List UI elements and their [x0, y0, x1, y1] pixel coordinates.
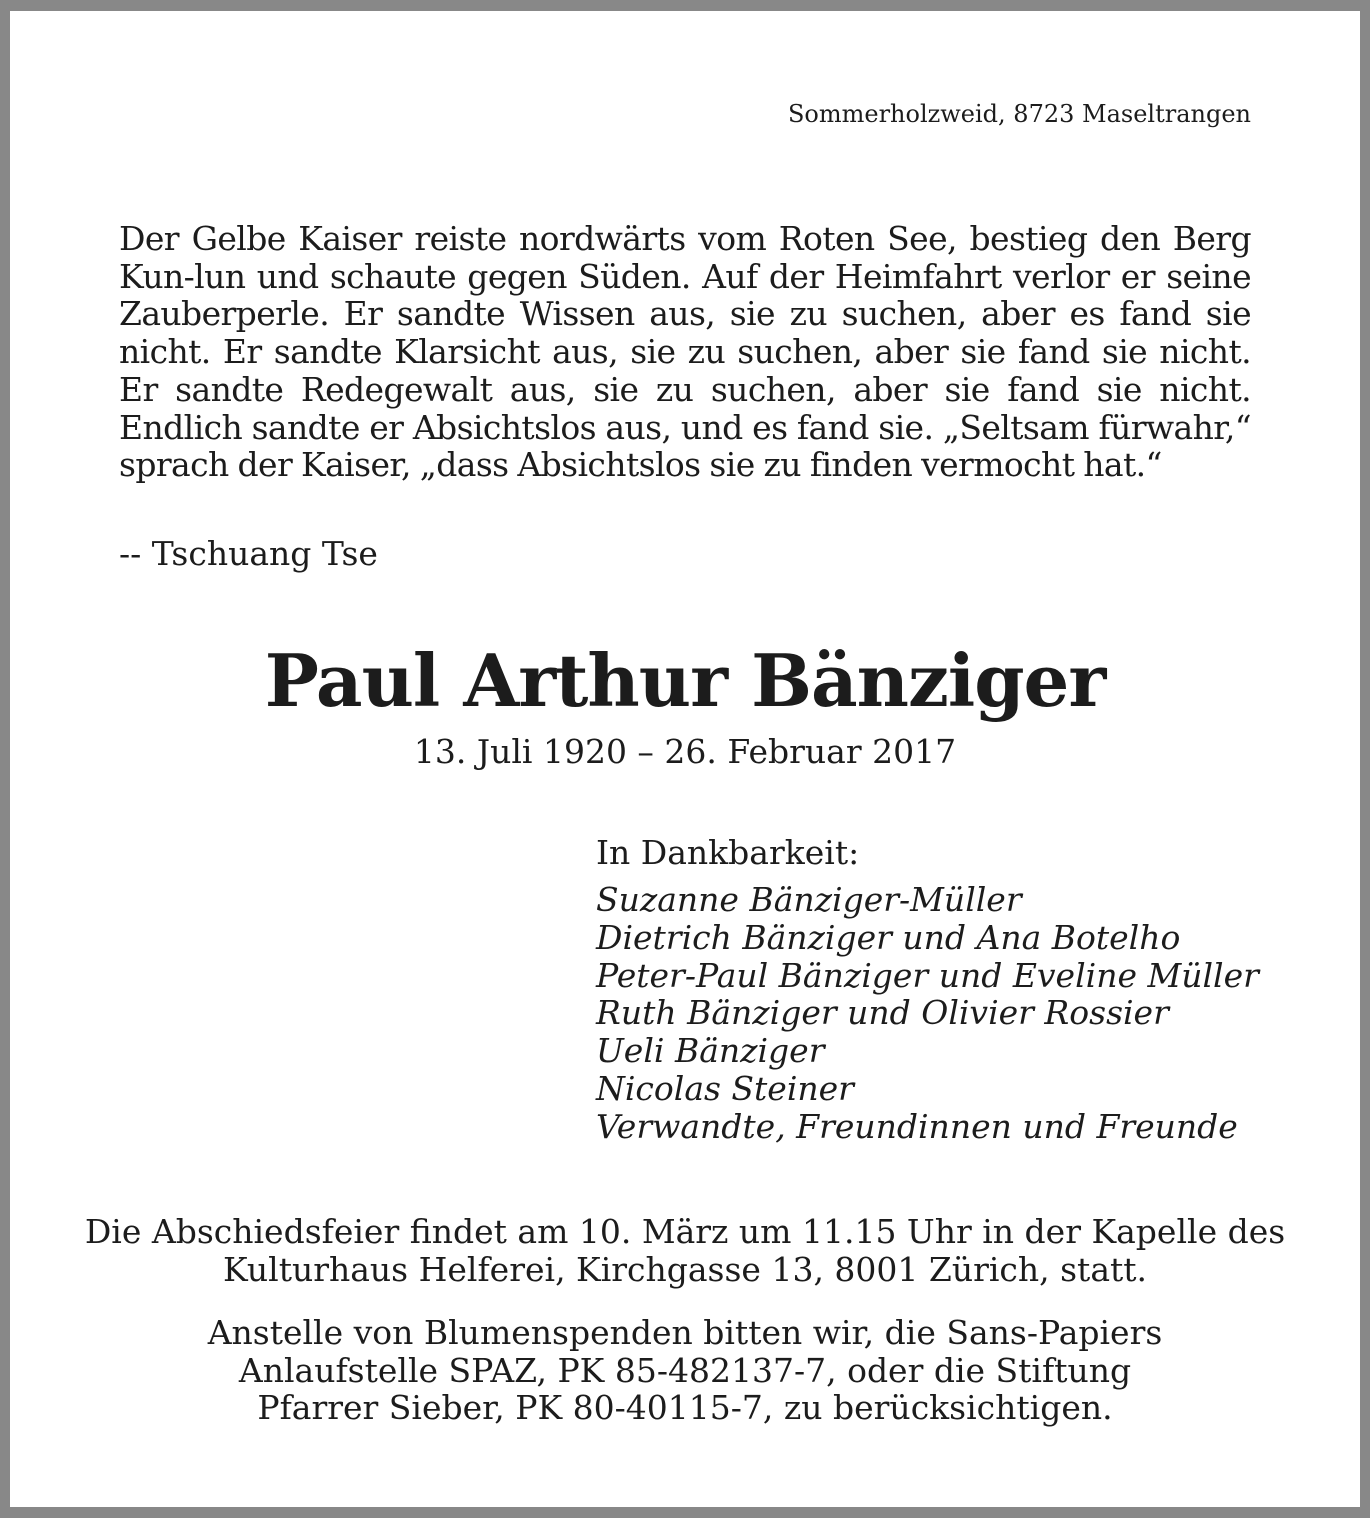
mourner-name: Peter-Paul Bänziger und Eveline Müller [596, 955, 1259, 995]
mourner-name: Dietrich Bänziger und Ana Botelho [596, 917, 1181, 957]
donation-line: Anstelle von Blumenspenden bitten wir, die Sans-Papiers [207, 1313, 1163, 1352]
donation-line: Pfarrer Sieber, PK 80-40115-7, zu berücksichtigen. [257, 1388, 1113, 1427]
donation-info [10, 1314, 1360, 1427]
obituary-notice [10, 11, 1360, 1507]
address-line: Sommerholzweid, 8723 Maseltrangen [787, 100, 1251, 128]
mourner-name: Nicolas Steiner [596, 1068, 854, 1108]
donation-line: Anlaufstelle SPAZ, PK 85-482137-7, oder die Stiftung [238, 1350, 1132, 1390]
mourner-name: Verwandte, Freundinnen und Freunde [596, 1106, 1238, 1146]
ceremony-info [10, 1213, 1360, 1288]
ceremony-line: Die Abschiedsfeier findet am 10. März um 11.15 Uhr in der Kapelle des [84, 1212, 1286, 1251]
life-dates: 13. Juli 1920 – 26. Februar 2017 [413, 732, 957, 771]
quote-author: -- Tschuang Tse [119, 534, 378, 573]
mourner-name: Ueli Bänziger [596, 1031, 825, 1071]
mourners-list [596, 881, 1259, 1146]
thanks-heading: In Dankbarkeit: [596, 833, 860, 872]
mourner-name: Suzanne Bänziger-Müller [596, 880, 1022, 919]
quote-text: Der Gelbe Kaiser reiste nordwärts vom Roten See, bestieg den Berg Kun-lun und schaute gegen Süden. Auf der Heimfahrt verlor er seine Zauberperle. Er sandte Wissen aus, sie zu suchen, aber es fand sie nicht. Er sandte Klarsicht aus, sie zu suchen, aber sie fand sie nicht. Er sandte Redegewalt aus, sie zu suchen, aber sie fand sie nicht. Endlich sandte er Absichtslos aus, und es fand sie. „Seltsam fürwahr,“ sprach der Kaiser, „dass Absichtslos sie zu finden vermocht hat.“ [119, 219, 1251, 485]
ceremony-line: Kulturhaus Helferei, Kirchgasse 13, 8001 Zürich, statt. [222, 1249, 1148, 1289]
mourner-name: Ruth Bänziger und Olivier Rossier [596, 993, 1169, 1033]
deceased-name: Paul Arthur Bänziger [264, 638, 1106, 723]
